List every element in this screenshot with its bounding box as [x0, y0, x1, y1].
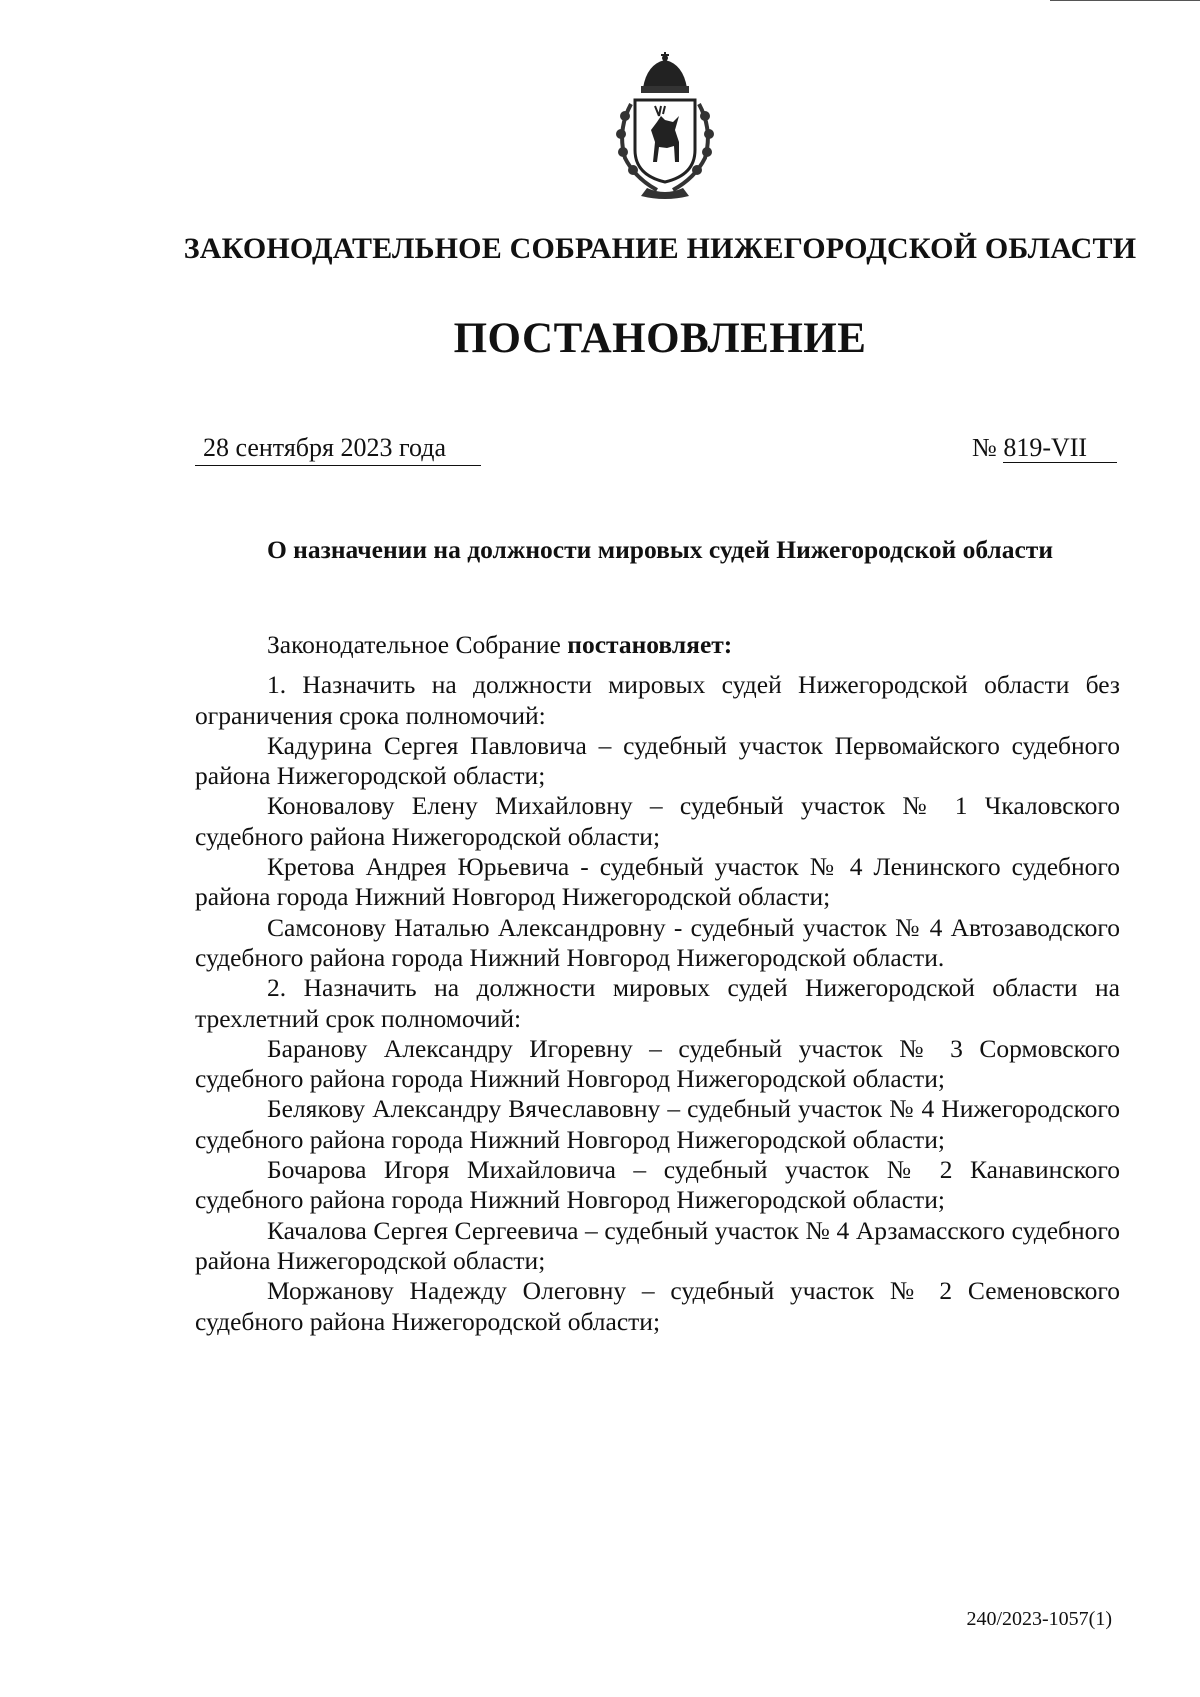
paragraph: Самсонову Наталью Александровну - судебный участок № 4 Автозаводского судебного района города Нижний Новгород Нижегородской области.	[195, 912, 1120, 972]
number-value: 819-VII	[1003, 433, 1117, 463]
document-date: 28 сентября 2023 года	[195, 433, 481, 466]
footer-document-code: 240/2023-1057(1)	[966, 1608, 1112, 1630]
preamble-text: Законодательное Собрание	[267, 630, 568, 659]
paragraph: Качалова Сергея Сергеевича – судебный участок № 4 Арзамасского судебного района Нижегородской области;	[195, 1215, 1120, 1275]
paragraph: Бочарова Игоря Михайловича – судебный участок № 2 Канавинского судебного района города Нижний Новгород Нижегородской области;	[195, 1155, 1120, 1215]
paragraph: 1. Назначить на должности мировых судей Нижегородской области без ограничения срока полномочий:	[195, 670, 1120, 730]
scan-edge-line	[1050, 0, 1200, 1]
nizhny-novgorod-coat-of-arms-icon	[595, 50, 735, 200]
document-type-title: ПОСТАНОВЛЕНИЕ	[453, 315, 867, 362]
paragraph: 2. Назначить на должности мировых судей Нижегородской области на трехлетний срок полномочий:	[195, 973, 1120, 1033]
paragraph: Кретова Андрея Юрьевича - судебный участок № 4 Ленинского судебного района города Нижний Новгород Нижегородской области;	[195, 852, 1120, 912]
paragraph: Баранову Александру Игоревну – судебный участок № 3 Сормовского судебного района города Нижний Новгород Нижегородской области;	[195, 1033, 1120, 1094]
preamble	[195, 630, 1120, 660]
document-subject: О назначении на должности мировых судей Нижегородской области	[266, 535, 1054, 564]
document-number	[972, 433, 1120, 465]
paragraph: Коновалову Елену Михайловну – судебный участок № 1 Чкаловского судебного района Нижегородской области;	[195, 791, 1120, 851]
paragraph: Белякову Александру Вячеславовну – судебный участок № 4 Нижегородского судебного района города Нижний Новгород Нижегородской области;	[195, 1094, 1120, 1154]
preamble-bold: постановляет:	[567, 630, 733, 659]
paragraph: Кадурина Сергея Павловича – судебный участок Первомайского судебного района Нижегородской области;	[195, 730, 1120, 791]
number-prefix: №	[972, 433, 997, 462]
organization-title: ЗАКОНОДАТЕЛЬНОЕ СОБРАНИЕ НИЖЕГОРОДСКОЙ ОБЛАСТИ	[183, 232, 1137, 265]
document-body	[195, 630, 1120, 1337]
paragraph: Моржанову Надежду Олеговну – судебный участок № 2 Семеновского судебного района Нижегородской области;	[195, 1276, 1120, 1336]
